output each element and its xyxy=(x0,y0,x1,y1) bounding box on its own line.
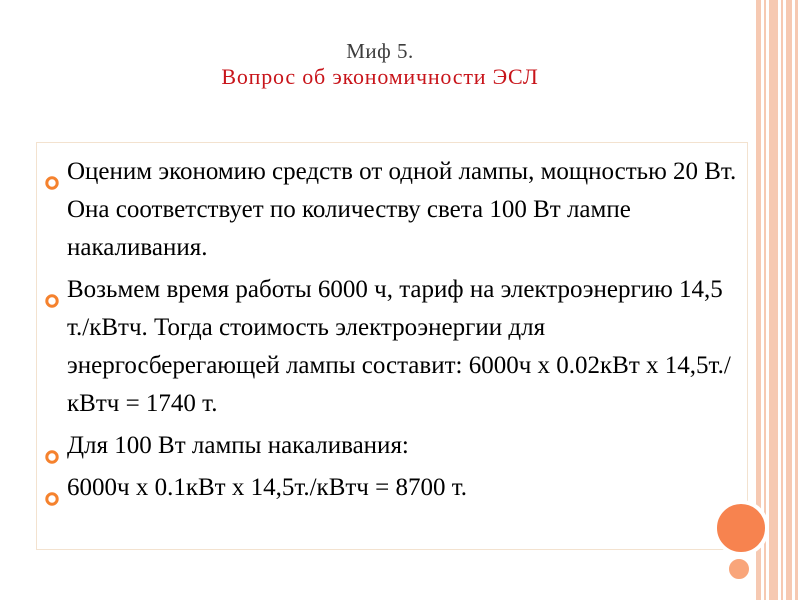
content-box xyxy=(36,142,748,550)
decorative-circle-small xyxy=(726,556,752,582)
orange-ring-icon xyxy=(44,165,60,181)
bullet-list xyxy=(37,143,747,507)
orange-ring-icon xyxy=(44,439,60,455)
bullet-text: Возьмем время работы 6000 ч, тариф на электроэнергию 14,5 т./кВтч. Тогда стоимость электроэнергии для энергосберегающей лампы составит: 6000ч х 0.02кВт х 14,5т./кВтч = 1740 т. xyxy=(67,276,731,417)
list-item xyxy=(37,427,747,465)
orange-ring-icon xyxy=(44,283,60,299)
list-item xyxy=(37,153,747,267)
slide-title xyxy=(80,38,680,90)
bullet-text: 6000ч х 0.1кВт х 14,5т./кВтч = 8700 т. xyxy=(67,474,468,501)
decorative-circle-large xyxy=(713,500,769,556)
list-item xyxy=(37,271,747,423)
title-heading: Вопрос об экономичности ЭСЛ xyxy=(221,64,539,89)
title-myth-number: Миф 5. xyxy=(346,39,414,63)
bullet-text: Для 100 Вт лампы накаливания: xyxy=(67,432,409,459)
bullet-text: Оценим экономию средств от одной лампы, мощностью 20 Вт. Она соответствует по количеству света 100 Вт лампе накаливания. xyxy=(67,158,737,261)
list-item xyxy=(37,469,747,507)
orange-ring-icon xyxy=(44,481,60,497)
